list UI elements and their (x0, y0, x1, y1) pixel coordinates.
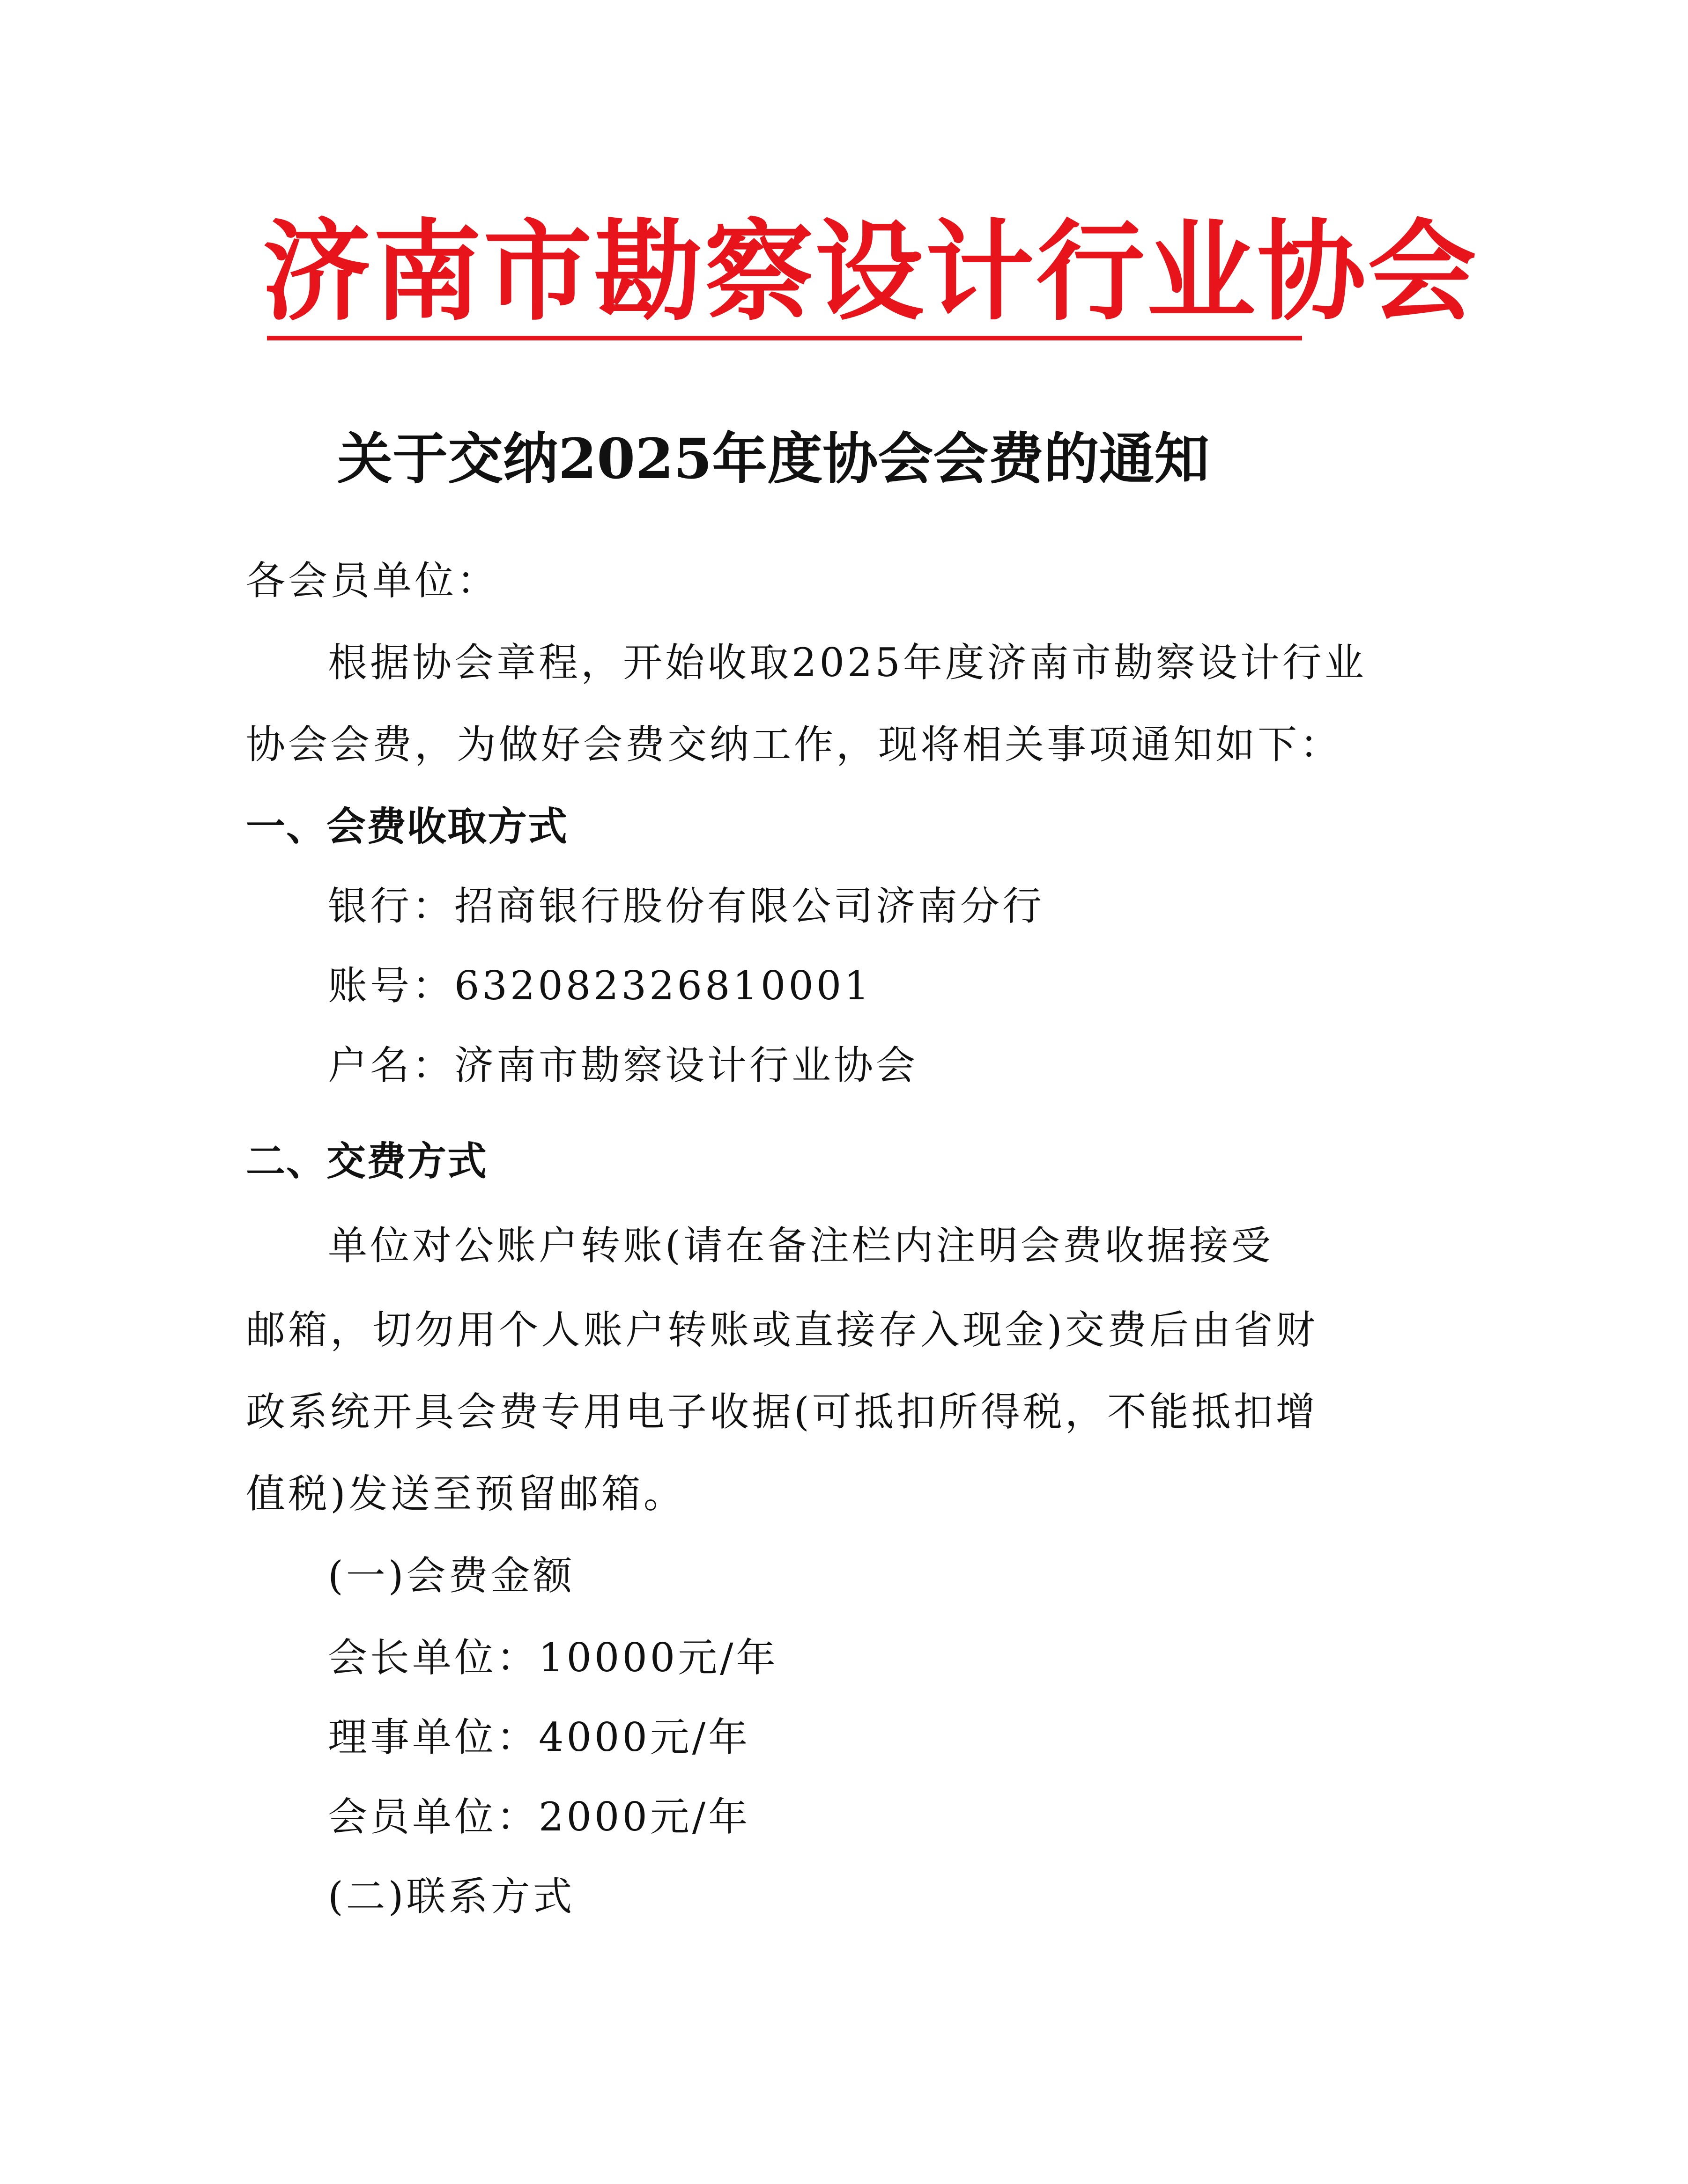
payment-body-line-1: 单位对公账户转账(请在备注栏内注明会费收据接受 (328, 1223, 1273, 1269)
bank-line: 银行：招商银行股份有限公司济南分行 (328, 883, 1045, 929)
section1-heading: 一、会费收取方式 (246, 804, 569, 849)
account-line: 账号：632082326810001 (328, 963, 872, 1009)
fee-president-unit: 会长单位：10000元/年 (328, 1635, 778, 1681)
payment-body-line-3: 政系统开具会费专用电子收据(可抵扣所得税，不能抵扣增 (246, 1389, 1318, 1435)
org-header-title: 济南市勘察设计行业协会 (262, 207, 1479, 335)
payment-body-line-4: 值税)发送至预留邮箱。 (246, 1471, 686, 1517)
salutation: 各会员单位： (246, 558, 499, 604)
payment-body-line-2: 邮箱，切勿用个人账户转账或直接存入现金)交费后由省财 (246, 1307, 1318, 1353)
notice-title: 关于交纳2025年度协会会费的通知 (337, 426, 1210, 491)
fee-amount-heading: (一)会费金额 (328, 1553, 575, 1599)
fee-member-unit: 会员单位：2000元/年 (328, 1794, 751, 1840)
section2-heading: 二、交费方式 (246, 1138, 488, 1184)
header-red-rule (267, 336, 1302, 340)
intro-line-1: 根据协会章程，开始收取2025年度济南市勘察设计行业 (328, 640, 1367, 686)
intro-line-2: 协会会费，为做好会费交纳工作，现将相关事项通知如下： (246, 722, 1342, 767)
account-holder-line: 户名：济南市勘察设计行业协会 (328, 1042, 918, 1088)
fee-council-unit: 理事单位：4000元/年 (328, 1714, 751, 1760)
contact-heading: (二)联系方式 (328, 1874, 575, 1919)
